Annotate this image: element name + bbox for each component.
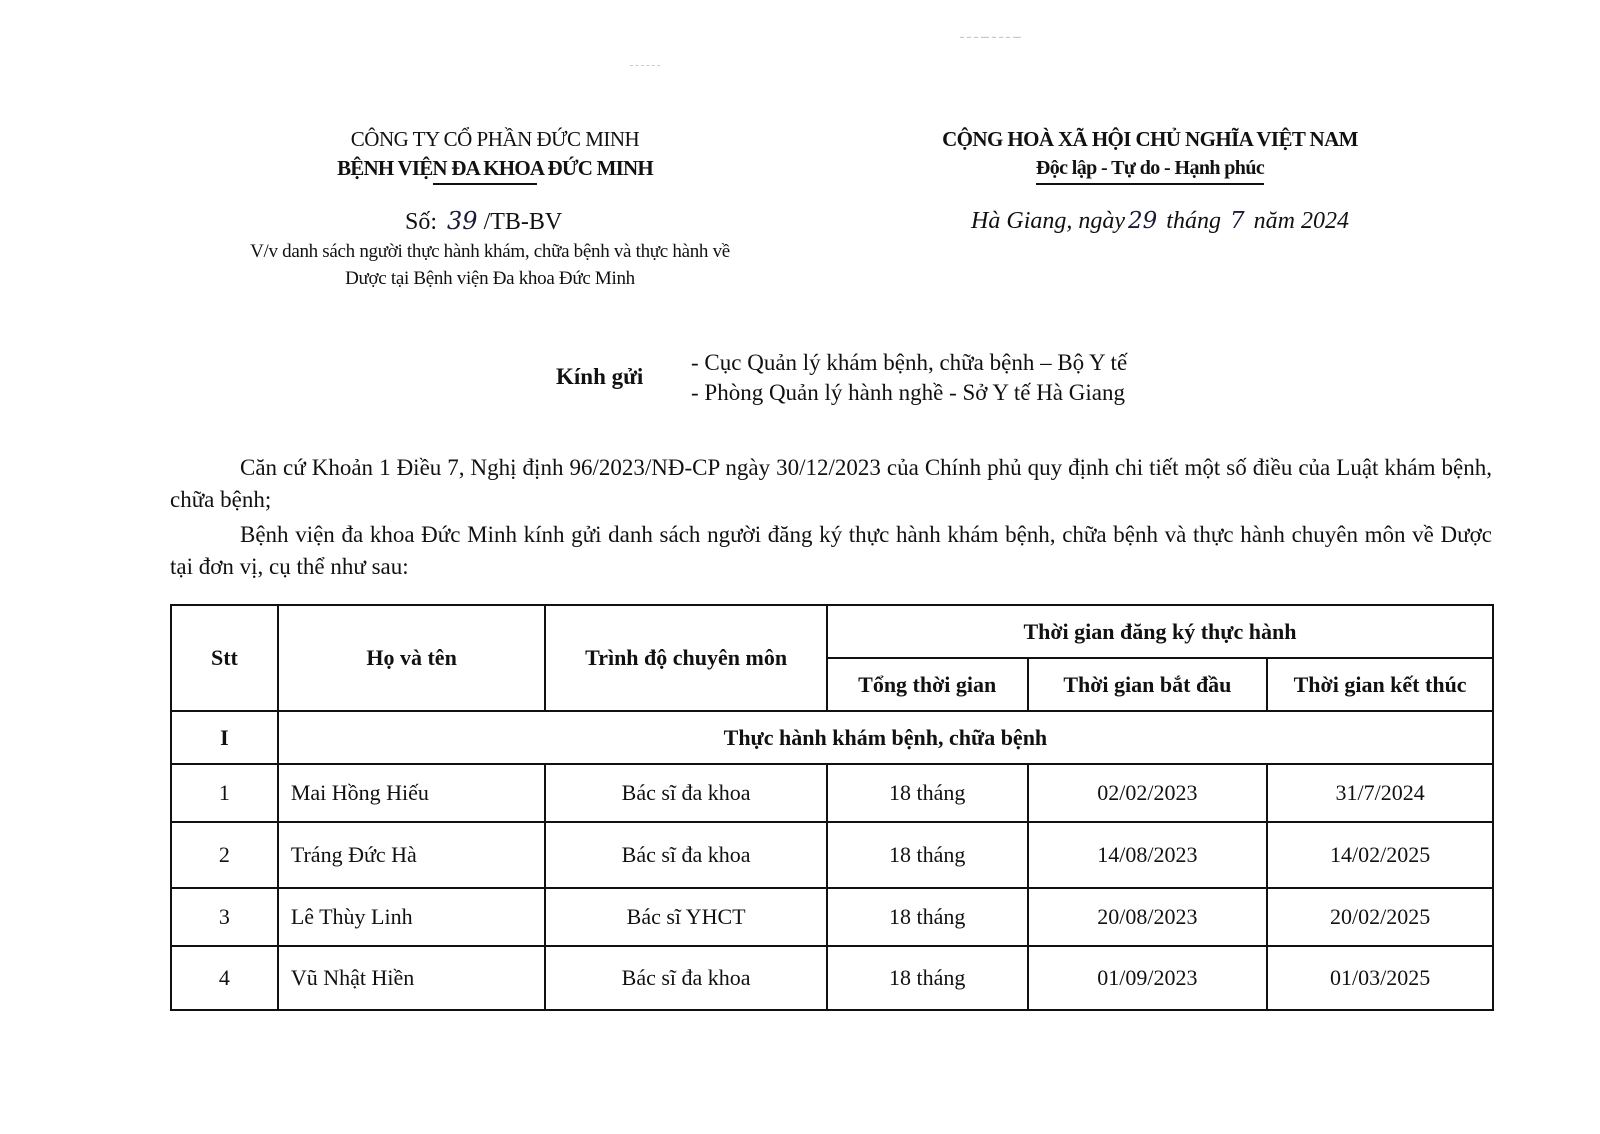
cell-end: 01/03/2025	[1267, 946, 1493, 1010]
cell-end: 14/02/2025	[1267, 822, 1493, 888]
cell-start: 01/09/2023	[1028, 946, 1268, 1010]
cell-total: 18 tháng	[827, 888, 1028, 946]
cell-stt: 3	[171, 888, 278, 946]
date-month-handwritten: 7	[1229, 208, 1245, 234]
header-underline	[433, 183, 537, 185]
scan-artifact-top: ــ ـ ـ ـ ــ ـ ـ ـ	[960, 26, 1021, 41]
document-number-suffix: /TB-BV	[483, 209, 563, 235]
cell-qualification: Bác sĩ đa khoa	[545, 822, 827, 888]
section-title: Thực hành khám bệnh, chữa bệnh	[278, 711, 1493, 764]
recipients-list	[691, 348, 1127, 408]
national-motto: Độc lập - Tự do - Hạnh phúc	[1036, 154, 1264, 185]
company-name: CÔNG TY CỔ PHẦN ĐỨC MINH	[350, 127, 640, 151]
document-subject	[190, 238, 790, 292]
cell-end: 31/7/2024	[1267, 764, 1493, 822]
header-end: Thời gian kết thúc	[1267, 658, 1493, 711]
date-year: năm 2024	[1253, 208, 1349, 234]
body-paragraph-legal-basis: Căn cứ Khoản 1 Điều 7, Nghị định 96/2023/NĐ-CP ngày 30/12/2023 của Chính phủ quy định chi tiết một số điều của Luật khám bệnh, chữa bệnh;	[170, 455, 1492, 512]
document-number	[405, 206, 562, 237]
header-qualification: Trình độ chuyên môn	[545, 605, 827, 711]
cell-total: 18 tháng	[827, 822, 1028, 888]
recipient-item: - Cục Quản lý khám bệnh, chữa bệnh – Bộ Y tế	[691, 350, 1128, 375]
cell-name: Lê Thùy Linh	[278, 888, 546, 946]
table-row	[171, 946, 1493, 1010]
national-header	[900, 124, 1400, 185]
cell-total: 18 tháng	[827, 764, 1028, 822]
subject-line-2: Dược tại Bệnh viện Đa khoa Đức Minh	[345, 268, 635, 289]
cell-qualification: Bác sĩ đa khoa	[545, 764, 827, 822]
date-day-handwritten: 29	[1128, 208, 1158, 234]
cell-start: 20/08/2023	[1028, 888, 1268, 946]
date-prefix: Hà Giang, ngày	[971, 208, 1126, 234]
letter-body	[170, 452, 1492, 586]
date-month-label: tháng	[1166, 208, 1221, 234]
header-name: Họ và tên	[278, 605, 546, 711]
section-numeral: I	[171, 711, 278, 764]
header-total: Tổng thời gian	[827, 658, 1028, 711]
header-stt: Stt	[171, 605, 278, 711]
practitioner-table	[170, 604, 1494, 1011]
nation-title: CỘNG HOÀ XÃ HỘI CHỦ NGHĨA VIỆT NAM	[942, 127, 1358, 151]
body-paragraph-notice: Bệnh viện đa khoa Đức Minh kính gửi danh sách người đăng ký thực hành khám bệnh, chữa bệnh và thực hành chuyên môn về Dược tại đơn vị, cụ thể như sau:	[170, 522, 1492, 579]
cell-qualification: Bác sĩ YHCT	[545, 888, 827, 946]
cell-total: 18 tháng	[827, 946, 1028, 1010]
cell-name: Vũ Nhật Hiền	[278, 946, 546, 1010]
table-row	[171, 822, 1493, 888]
cell-name: Tráng Đức Hà	[278, 822, 546, 888]
cell-end: 20/02/2025	[1267, 888, 1493, 946]
cell-stt: 4	[171, 946, 278, 1010]
issuer-header	[270, 124, 720, 185]
recipient-item: - Phòng Quản lý hành nghề - Sở Y tế Hà Giang	[691, 380, 1125, 405]
cell-stt: 2	[171, 822, 278, 888]
cell-name: Mai Hồng Hiếu	[278, 764, 546, 822]
document-number-handwritten: 39	[447, 207, 478, 235]
scan-artifact-small: ـ ـ ـ ـ ـ ـ	[630, 58, 661, 69]
cell-qualification: Bác sĩ đa khoa	[545, 946, 827, 1010]
subject-line-1: V/v danh sách người thực hành khám, chữa bệnh và thực hành về	[250, 241, 730, 262]
header-start: Thời gian bắt đầu	[1028, 658, 1268, 711]
table-section-row	[171, 711, 1493, 764]
cell-start: 14/08/2023	[1028, 822, 1268, 888]
table-header-row	[171, 605, 1493, 658]
cell-start: 02/02/2023	[1028, 764, 1268, 822]
document-date	[940, 206, 1380, 236]
cell-stt: 1	[171, 764, 278, 822]
table-row	[171, 888, 1493, 946]
table-row	[171, 764, 1493, 822]
document-number-prefix: Số:	[405, 209, 438, 235]
hospital-name: BỆNH VIỆN ĐA KHOA ĐỨC MINH	[337, 156, 653, 180]
recipients-label: Kính gửi	[556, 364, 644, 389]
header-period-group: Thời gian đăng ký thực hành	[827, 605, 1493, 658]
